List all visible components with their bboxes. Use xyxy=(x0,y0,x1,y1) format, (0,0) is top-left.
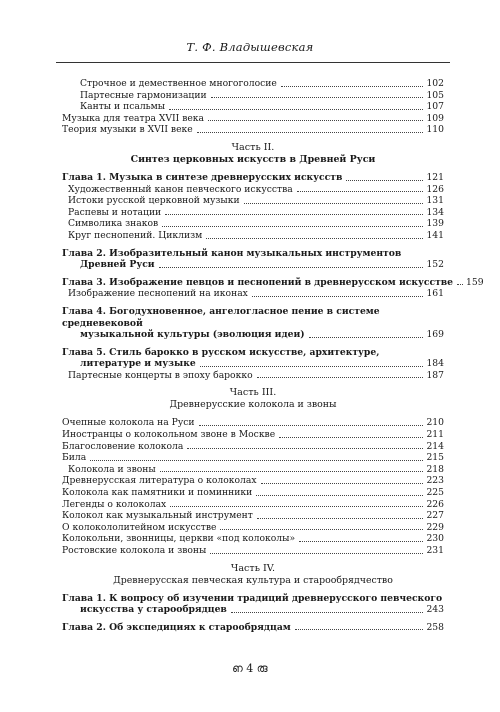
toc-entry[interactable]: Музыка для театра XVII века 109 xyxy=(62,112,444,124)
section-music-17th-century xyxy=(62,78,444,136)
toc-entry[interactable]: Круг песнопений. Циклизм 141 xyxy=(68,229,444,241)
toc-entry[interactable]: Колокол как музыкальный инструмент 227 xyxy=(62,510,444,522)
toc-entry[interactable]: Истоки русской церковной музыки 131 xyxy=(68,195,444,207)
part-3-heading xyxy=(62,387,444,411)
toc-entry[interactable]: Символика знаков 139 xyxy=(68,218,444,230)
toc-entry[interactable]: Колокола и звоны 218 xyxy=(68,463,444,475)
toc-entry[interactable]: Распевы и нотации 134 xyxy=(68,206,444,218)
part-3-entries xyxy=(62,417,444,556)
page-number: 4 xyxy=(246,662,254,675)
ornament-right-icon: രു xyxy=(256,662,268,675)
toc-entry[interactable]: Строчное и демественное многоголосие 102 xyxy=(80,78,444,89)
toc-entry[interactable]: О колокололитейном искусстве 229 xyxy=(62,521,444,533)
toc-entry[interactable]: Благословение колокола 214 xyxy=(62,440,444,452)
toc-entry[interactable]: Партесные концерты в эпоху барокко 187 xyxy=(68,369,444,381)
part-number: Часть II. xyxy=(231,141,275,153)
toc-entry[interactable]: Художественный канон певческого искусства 126 xyxy=(68,183,444,195)
header-rule xyxy=(56,62,450,63)
toc-chapter[interactable]: Глава 4. Богодухновенное, ангелогласное пение в системе средневековой музыкальной культуры (эволюция идеи) 169 xyxy=(62,305,444,341)
toc-entry[interactable]: Иностранцы о колокольном звоне в Москве 211 xyxy=(62,429,444,441)
toc-chapter[interactable]: Глава 3. Изображение певцов и песнопений в древнерусском искусстве 159 xyxy=(62,276,484,288)
ornament-left-icon: ഩ xyxy=(232,662,243,675)
part-title: Древнерусская певческая культура и старообрядчество xyxy=(113,574,393,586)
part-2-heading xyxy=(62,142,444,166)
toc-entry[interactable]: Канты и псальмы 107 xyxy=(80,101,444,113)
toc-chapter[interactable]: Глава 1. К вопросу об изучении традиций древнерусского певческого искусства у старообрядцев 243 xyxy=(62,592,444,616)
toc-entry[interactable]: Изображение песнопений на иконах 161 xyxy=(68,288,444,300)
toc-entry[interactable]: Ростовские колокола и звоны 231 xyxy=(62,545,444,556)
table-of-contents xyxy=(62,78,484,633)
part-4-heading xyxy=(62,563,444,587)
toc-entry[interactable]: Колокола как памятники и поминники 225 xyxy=(62,487,444,499)
running-header: Т. Ф. Владышевская xyxy=(186,40,314,54)
toc-chapter[interactable]: Глава 2. Об экспедициях к старообрядцам 258 xyxy=(62,621,444,633)
page-footer xyxy=(0,662,500,676)
toc-entry[interactable]: Била 215 xyxy=(62,452,444,464)
toc-chapter[interactable]: Глава 1. Музыка в синтезе древнерусских искусств 121 xyxy=(62,171,444,183)
part-number: Часть IV. xyxy=(230,562,276,574)
toc-entry[interactable]: Колокольни, звонницы, церкви «под колоколы» 230 xyxy=(62,533,444,545)
part-number: Часть III. xyxy=(229,387,277,399)
toc-chapter[interactable]: Глава 5. Стиль барокко в русском искусстве, архитектуре, литературе и музыке 184 xyxy=(62,346,444,370)
part-title: Синтез церковных искусств в Древней Руси xyxy=(130,153,376,165)
toc-entry[interactable]: Очепные колокола на Руси 210 xyxy=(62,417,444,429)
toc-entry[interactable]: Теория музыки в XVII веке 110 xyxy=(62,124,444,136)
toc-entry[interactable]: Древнерусская литература о колоколах 223 xyxy=(62,475,444,487)
toc-entry[interactable]: Партесные гармонизации 105 xyxy=(80,89,444,101)
toc-entry[interactable]: Легенды о колоколах 226 xyxy=(62,498,444,510)
part-title: Древнерусские колокола и звоны xyxy=(169,399,337,411)
toc-chapter[interactable]: Глава 2. Изобразительный канон музыкальных инструментов Древней Руси 152 xyxy=(62,247,444,271)
